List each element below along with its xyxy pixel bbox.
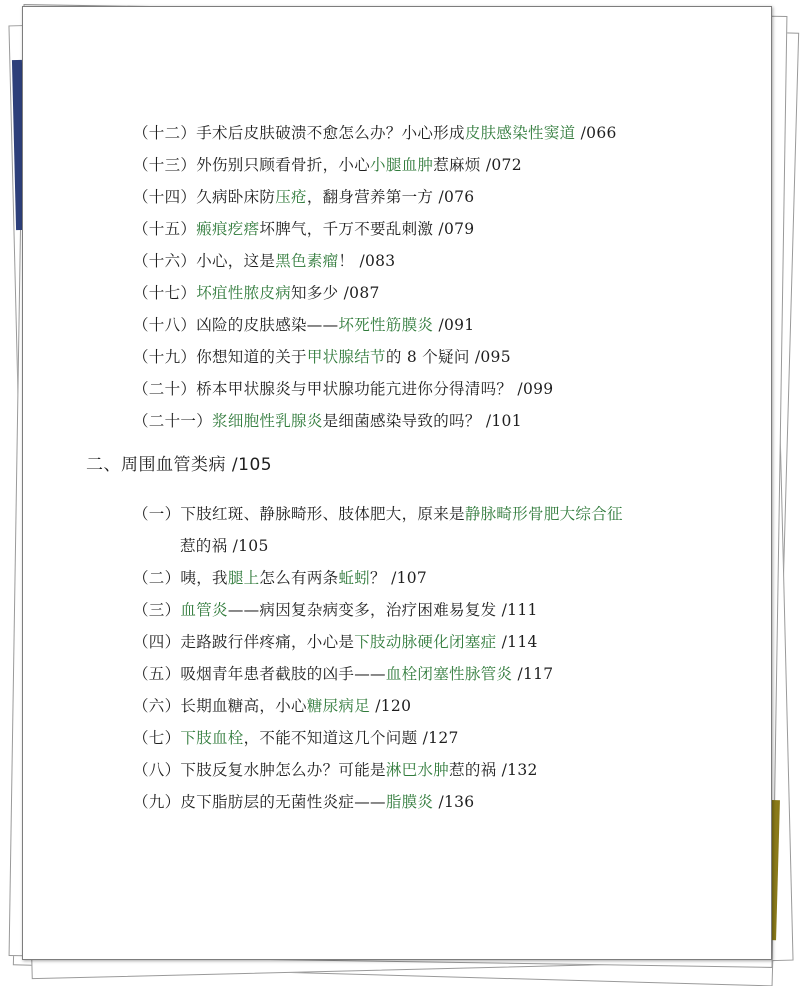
toc-entry-keyword: 小腿血肿	[370, 156, 434, 174]
toc-entry	[133, 281, 380, 303]
toc-entry-text: /120	[370, 697, 412, 715]
toc-entry	[133, 790, 474, 812]
toc-entry	[133, 662, 553, 684]
toc-entry-text: ？ /107	[370, 569, 428, 587]
toc-entry	[133, 313, 474, 335]
toc-entry-keyword: 瘢痕疙瘩	[196, 220, 260, 238]
toc-entry-text: 凶险的皮肤感染——	[196, 316, 339, 334]
toc-entry-number: （三）	[133, 601, 181, 619]
toc-entry-number: （十二）	[133, 124, 197, 142]
toc-entry	[133, 377, 553, 399]
toc-entry-number: （十七）	[133, 284, 197, 302]
toc-entry-keyword: 下肢血栓	[180, 729, 244, 747]
toc-entry-text: 皮下脂肪层的无菌性炎症——	[180, 793, 386, 811]
toc-entry-keyword: 黑色素瘤	[275, 252, 339, 270]
toc-entry-keyword: 皮肤感染性窦道	[464, 124, 576, 142]
toc-entry-keyword: 浆细胞性乳腺炎	[212, 412, 323, 430]
toc-entry-text: ，不能不知道这几个问题 /127	[243, 729, 459, 747]
toc-entry-number: （七）	[133, 729, 181, 747]
toc-entry-text: /117	[512, 665, 554, 683]
toc-entry	[180, 534, 269, 556]
toc-entry	[133, 121, 617, 143]
toc-entry-number: （十九）	[133, 348, 197, 366]
toc-entry-number: （十四）	[133, 188, 197, 206]
toc-entry-number: （五）	[133, 665, 181, 683]
toc-entry	[133, 217, 474, 239]
toc-entry-keyword: 静脉畸形骨肥大综合征	[464, 505, 623, 523]
toc-entry	[133, 694, 411, 716]
toc-entry-text: 外伤别只顾看骨折，小心	[196, 156, 371, 174]
toc-entry-number: （二）	[133, 569, 181, 587]
toc-entry	[133, 726, 459, 748]
toc-entry-text: 惹的祸 /105	[180, 537, 269, 555]
toc-entry-number: （二十一）	[133, 412, 213, 430]
toc-entry-keyword: 脂膜炎	[385, 793, 434, 811]
toc-entry-text: 怎么有两条	[259, 569, 339, 587]
toc-entry-text: 久病卧床防	[196, 188, 276, 206]
toc-entry-text: ，翻身营养第一方 /076	[306, 188, 475, 206]
toc-entry-text: /066	[575, 124, 617, 142]
toc-entry-number: （九）	[133, 793, 181, 811]
toc-entry-text: 知多少 /087	[291, 284, 380, 302]
toc-entry-text: 惹麻烦 /072	[433, 156, 522, 174]
toc-entry-keyword: 腿上	[227, 569, 260, 587]
toc-entry-text: 咦，我	[180, 569, 228, 587]
toc-entry-keyword: 血管炎	[180, 601, 228, 619]
toc-entry	[133, 566, 427, 588]
toc-entry-keyword: 坏疽性脓皮病	[196, 284, 292, 302]
toc-entry	[133, 758, 538, 780]
toc-entry-keyword: 糖尿病足	[306, 697, 371, 715]
toc-entry-text: 小心，这是	[196, 252, 276, 270]
toc-entry-keyword: 淋巴水肿	[385, 761, 450, 779]
toc-entry-text: 走路跛行伴疼痛，小心是	[180, 633, 355, 651]
toc-page	[22, 6, 772, 960]
toc-entry	[133, 502, 623, 524]
toc-entry-number: （十八）	[133, 316, 197, 334]
toc-entry-text: 手术后皮肤破溃不愈怎么办？小心形成	[196, 124, 465, 142]
toc-entry-keyword: 压疮	[275, 188, 307, 206]
toc-entry-number: （十六）	[133, 252, 197, 270]
toc-entry-text: 的 8 个疑问 /095	[385, 348, 511, 366]
toc-entry-keyword: 甲状腺结节	[306, 348, 386, 366]
toc-entry-text: 坏脾气，千万不要乱刺激 /079	[259, 220, 475, 238]
toc-entry-text: 吸烟青年患者截肢的凶手——	[180, 665, 386, 683]
toc-entry-keyword: 血栓闭塞性脉管炎	[385, 665, 513, 683]
toc-entry-text: ！ /083	[338, 252, 396, 270]
toc-entry-text: /136	[433, 793, 475, 811]
toc-entry-keyword: 蚯蚓	[338, 569, 371, 587]
toc-entry-text: 是细菌感染导致的吗？ /101	[322, 412, 522, 430]
toc-entry-text: ——病因复杂病变多，治疗困难易复发 /111	[227, 601, 538, 619]
toc-entry-text: 惹的祸 /132	[449, 761, 538, 779]
toc-entry-text: /114	[496, 633, 538, 651]
toc-entry-number: （六）	[133, 697, 181, 715]
toc-entry-text: 下肢反复水肿怎么办？可能是	[180, 761, 386, 779]
toc-entry-keyword: 坏死性筋膜炎	[338, 316, 434, 334]
toc-entry	[133, 345, 511, 367]
section-heading: 二、周围血管类病 /105	[86, 455, 273, 475]
toc-entry-text: 下肢红斑、静脉畸形、肢体肥大，原来是	[180, 505, 465, 523]
toc-entry-number: （十五）	[133, 220, 197, 238]
toc-entry	[133, 249, 395, 271]
toc-entry-number: （十三）	[133, 156, 197, 174]
toc-entry-keyword: 下肢动脉硬化闭塞症	[354, 633, 497, 651]
toc-entry-text: /091	[433, 316, 475, 334]
toc-entry-text: 你想知道的关于	[196, 348, 307, 366]
toc-entry	[133, 630, 538, 652]
toc-entry-number: （四）	[133, 633, 181, 651]
toc-entry-number: （二十）	[133, 380, 197, 398]
toc-entry	[133, 598, 538, 620]
toc-entry	[133, 409, 522, 431]
toc-entry-number: （一）	[133, 505, 181, 523]
toc-entry	[133, 153, 522, 175]
toc-entry-text: 长期血糖高，小心	[180, 697, 307, 715]
toc-entry	[133, 185, 474, 207]
toc-entry-number: （八）	[133, 761, 181, 779]
toc-entry-text: 桥本甲状腺炎与甲状腺功能亢进你分得清吗？ /099	[196, 380, 554, 398]
